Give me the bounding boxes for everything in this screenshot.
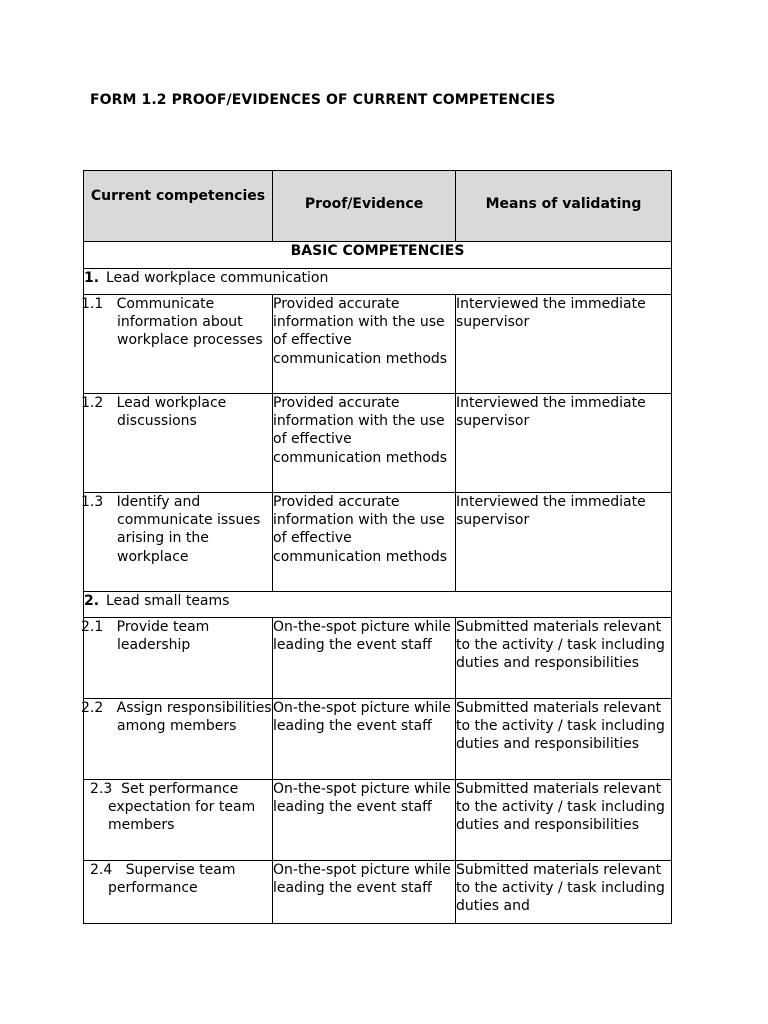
header-current-competencies: Current competencies	[84, 171, 273, 242]
proof-cell: On-the-spot picture while leading the event staff	[273, 618, 456, 699]
header-means-of-validating: Means of validating	[456, 171, 672, 242]
group-row-2	[84, 592, 672, 618]
group-row-1	[84, 269, 672, 295]
table-row	[84, 780, 672, 861]
group-number: 1.	[84, 270, 100, 286]
table-row	[84, 394, 672, 493]
item-number: 2.4	[90, 862, 113, 878]
means-cell: Submitted materials relevant to the activity / task including duties and	[456, 861, 672, 924]
means-cell: Interviewed the immediate supervisor	[456, 394, 672, 493]
means-cell: Interviewed the immediate supervisor	[456, 493, 672, 592]
item-number: 1.1	[81, 296, 104, 312]
competency-text: Supervise team performance	[108, 862, 236, 897]
group-number: 2.	[84, 593, 100, 609]
competency-text: Provide team leadership	[116, 619, 210, 654]
competency-text: Assign responsibilities among members	[116, 700, 272, 735]
competency-cell	[81, 618, 273, 699]
group-title: Lead workplace communication	[106, 270, 329, 286]
competency-cell	[81, 699, 273, 780]
item-number: 2.3	[90, 781, 113, 797]
section-row-basic-competencies	[84, 242, 672, 269]
table-row	[84, 699, 672, 780]
competency-cell	[81, 394, 273, 493]
table-row	[84, 493, 672, 592]
item-number: 2.2	[81, 700, 104, 716]
means-cell: Submitted materials relevant to the activity / task including duties and responsibilities	[456, 618, 672, 699]
proof-cell: Provided accurate information with the use of effective communication methods	[273, 295, 456, 394]
competency-cell	[84, 780, 273, 861]
proof-cell: Provided accurate information with the use of effective communication methods	[273, 394, 456, 493]
proof-cell: On-the-spot picture while leading the event staff	[273, 861, 456, 924]
competency-text: Lead workplace discussions	[116, 395, 227, 430]
means-cell: Submitted materials relevant to the activity / task including duties and responsibilities	[456, 780, 672, 861]
table-row	[84, 861, 672, 924]
competency-cell	[81, 493, 273, 592]
item-number: 1.2	[81, 395, 104, 411]
form-title: FORM 1.2 PROOF/EVIDENCES OF CURRENT COMPETENCIES	[90, 92, 556, 108]
means-cell: Submitted materials relevant to the activity / task including duties and responsibilities	[456, 699, 672, 780]
proof-cell: On-the-spot picture while leading the event staff	[273, 780, 456, 861]
group-title-cell	[84, 269, 672, 295]
proof-cell: On-the-spot picture while leading the event staff	[273, 699, 456, 780]
competency-cell	[81, 295, 273, 394]
competency-cell	[84, 861, 273, 924]
table-row	[84, 618, 672, 699]
table-header-row	[84, 171, 672, 242]
item-number: 2.1	[81, 619, 104, 635]
header-proof-evidence: Proof/Evidence	[273, 171, 456, 242]
group-title-cell	[84, 592, 672, 618]
competency-text: Communicate information about workplace processes	[116, 296, 263, 349]
section-title: BASIC COMPETENCIES	[84, 242, 672, 269]
competency-table	[83, 170, 672, 924]
item-number: 1.3	[81, 494, 104, 510]
proof-cell: Provided accurate information with the use of effective communication methods	[273, 493, 456, 592]
competency-text: Identify and communicate issues arising in the workplace	[116, 494, 261, 565]
means-cell: Interviewed the immediate supervisor	[456, 295, 672, 394]
group-title: Lead small teams	[106, 593, 230, 609]
table-row	[84, 295, 672, 394]
competency-text: Set performance expectation for team members	[108, 781, 256, 834]
